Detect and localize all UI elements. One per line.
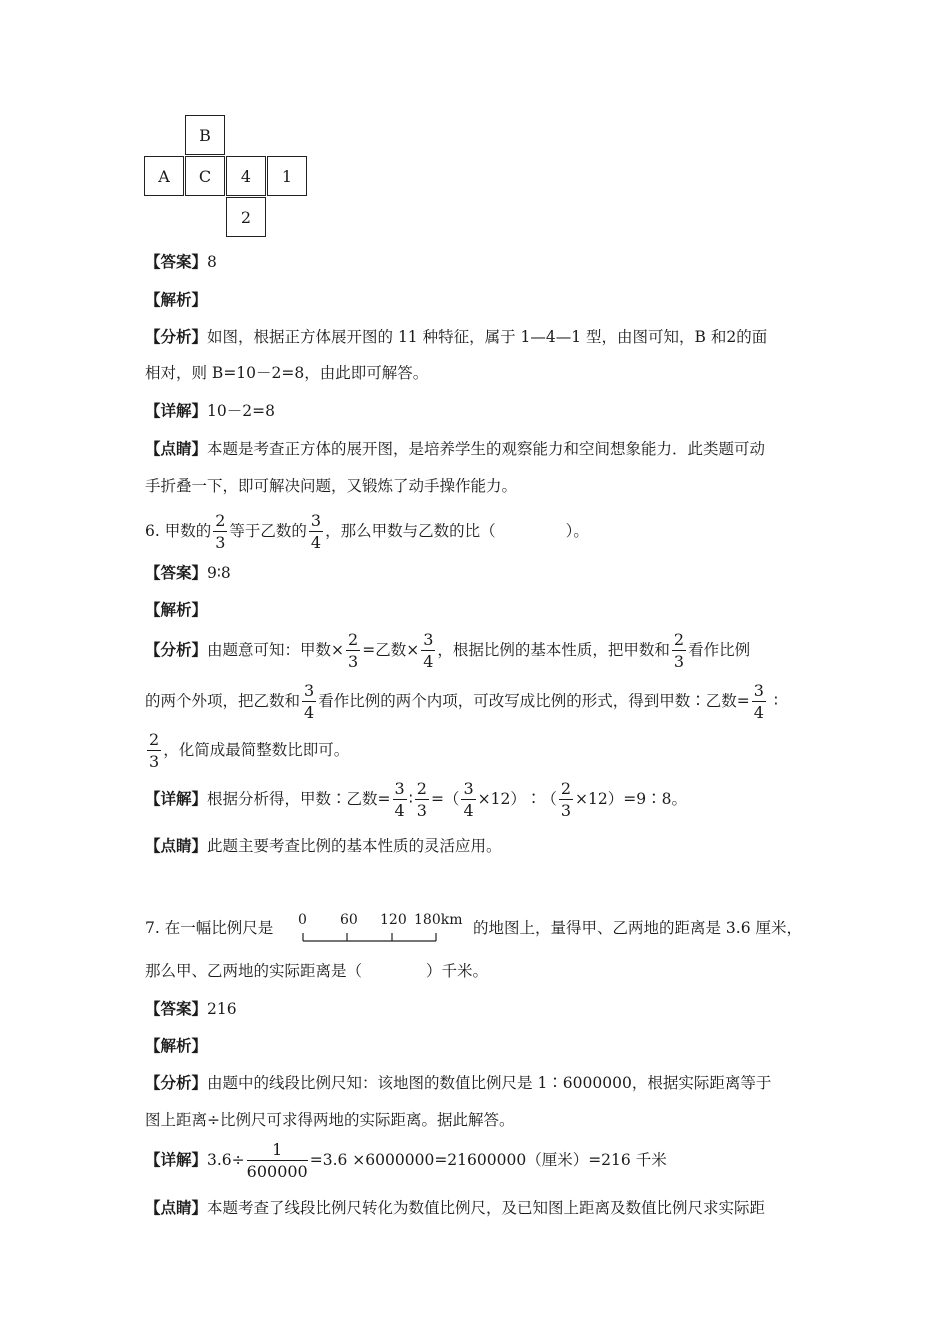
fraction-numerator: 3 xyxy=(423,630,434,649)
fraction-3-4 xyxy=(309,513,323,551)
fraction-denominator: 4 xyxy=(394,801,405,820)
fraction-numerator: 2 xyxy=(416,779,427,798)
dianjing-label: 【点睛】 xyxy=(145,1198,208,1217)
q7-text: ）千米。 xyxy=(426,962,489,980)
fraction-2-3 xyxy=(147,732,161,770)
q7-answer xyxy=(145,997,237,1019)
q7-analysis-label: 【解析】 xyxy=(145,1036,208,1055)
q7-fenxi-line1 xyxy=(145,1071,771,1093)
fraction-3-4 xyxy=(461,781,475,819)
net-cell-c xyxy=(185,156,225,196)
fraction-2-3 xyxy=(213,513,227,551)
fenxi-label: 【分析】 xyxy=(145,1073,208,1092)
fenxi-text: 由题中的线段比例尺知：该地图的数值比例尺是 1∶6000000，根据实际距离等于 xyxy=(207,1074,772,1092)
q6-text-pre: 6. 甲数的 xyxy=(145,522,212,540)
q5-xiangjie xyxy=(145,399,275,421)
net-label-2: 2 xyxy=(240,207,252,227)
xiangjie-text: ×12）∶（ xyxy=(477,790,557,808)
xiangjie-text: ∶ xyxy=(408,790,413,808)
fraction-1-600000 xyxy=(247,1142,308,1180)
q6-fenxi-line3 xyxy=(145,726,349,774)
fenxi-label: 【分析】 xyxy=(145,640,208,659)
fenxi-text: ，根据比例的基本性质，把甲数和 xyxy=(437,641,670,659)
fenxi-text: 看作比例 xyxy=(688,641,751,659)
q6-text-mid: 等于乙数的 xyxy=(229,522,307,540)
fraction-numerator: 3 xyxy=(463,779,474,798)
q6-analysis-label: 【解析】 xyxy=(145,600,208,619)
net-label-4: 4 xyxy=(240,166,252,186)
fraction-numerator: 3 xyxy=(310,511,322,530)
fenxi-text: 看作比例的两个内项，可改写成比例的形式，得到甲数∶乙数= xyxy=(318,692,750,710)
fraction-denominator: 4 xyxy=(423,652,434,671)
dianjing-text: 本题考查了线段比例尺转化为数值比例尺，及已知图上距离及数值比例尺求实际距 xyxy=(207,1199,766,1217)
q5-fenxi-line1 xyxy=(145,325,767,347)
fraction-3-4 xyxy=(752,683,766,721)
q6-dianjing xyxy=(145,834,502,856)
q7-text-pre: 7. 在一幅比例尺是 xyxy=(145,919,274,937)
fraction-numerator: 3 xyxy=(304,681,315,700)
q6-answer xyxy=(145,561,231,583)
fraction-3-4 xyxy=(302,683,316,721)
fenxi-text: 由题意可知：甲数× xyxy=(207,641,345,659)
fenxi-text: ∶ xyxy=(773,692,778,710)
scale-tick-label-0: 0 xyxy=(298,912,307,928)
scale-line xyxy=(296,930,466,944)
q7-question-line1 xyxy=(145,916,273,938)
fraction-denominator: 4 xyxy=(304,703,315,722)
scale-tick-label-120: 120 xyxy=(380,912,407,928)
net-cell-4 xyxy=(226,156,266,196)
fraction-numerator: 2 xyxy=(149,730,160,749)
q5-dianjing-line2: 手折叠一下，即可解决问题，又锻炼了动手操作能力。 xyxy=(145,477,518,495)
q7-question-post: 的地图上，量得甲、乙两地的距离是 3.6 厘米， xyxy=(473,919,803,937)
fenxi-text: 的两个外项，把乙数和 xyxy=(145,692,301,710)
fraction-numerator: 3 xyxy=(394,779,405,798)
net-label-b: B xyxy=(199,125,211,145)
answer-value: 9∶8 xyxy=(207,564,231,582)
q5-analysis-label: 【解析】 xyxy=(145,290,208,309)
q6-text-post: ，那么甲数与乙数的比（ xyxy=(325,522,496,540)
fraction-numerator: 2 xyxy=(348,630,359,649)
xiangjie-label: 【详解】 xyxy=(145,1150,208,1169)
q7-text: 那么甲、乙两地的实际距离是（ xyxy=(145,962,363,980)
scale-tick-label-60: 60 xyxy=(340,912,358,928)
xiangjie-text: 10－2=8 xyxy=(207,402,275,420)
fraction-denominator: 3 xyxy=(348,652,359,671)
q7-question-line2 xyxy=(145,959,488,981)
answer-value: 8 xyxy=(207,253,217,271)
fenxi-text: 如图，根据正方体展开图的 11 种特征，属于 1—4—1 型，由图可知，B 和2的面 xyxy=(207,328,768,346)
fraction-3-4 xyxy=(393,781,407,819)
q7-fenxi-line2: 图上距离÷比例尺可求得两地的实际距离。据此解答。 xyxy=(145,1111,515,1129)
q5-answer xyxy=(145,250,217,272)
xiangjie-text: 3.6÷ xyxy=(207,1151,245,1169)
dianjing-label: 【点睛】 xyxy=(145,836,208,855)
net-cell-b xyxy=(185,115,225,155)
fraction-denominator: 3 xyxy=(416,801,427,820)
xiangjie-text: =3.6 ×6000000=21600000（厘米）=216 千米 xyxy=(309,1151,667,1169)
q6-question xyxy=(145,507,589,555)
q5-fenxi-line2: 相对，则 B=10－2=8，由此即可解答。 xyxy=(145,364,429,382)
answer-label: 【答案】 xyxy=(145,563,208,582)
fraction-denominator: 3 xyxy=(560,801,572,820)
q5-dianjing-line1 xyxy=(145,437,765,459)
scale-bar xyxy=(296,912,466,944)
xiangjie-label: 【详解】 xyxy=(145,401,208,420)
fraction-numerator: 3 xyxy=(753,681,764,700)
answer-label: 【答案】 xyxy=(145,252,208,271)
net-label-c: C xyxy=(198,166,212,186)
fraction-denominator: 4 xyxy=(310,533,322,552)
xiangjie-text: ×12）=9∶8。 xyxy=(575,790,687,808)
fraction-2-3 xyxy=(559,781,573,819)
dianjing-text: 此题主要考查比例的基本性质的灵活应用。 xyxy=(207,837,502,855)
fraction-denominator: 3 xyxy=(673,652,685,671)
fenxi-text: ，化简成最简整数比即可。 xyxy=(163,741,350,759)
net-label-a: A xyxy=(158,166,170,186)
fraction-3-4 xyxy=(421,632,435,670)
net-cell-2 xyxy=(226,197,266,237)
fraction-denominator: 3 xyxy=(149,752,160,771)
fraction-denominator: 3 xyxy=(215,533,226,552)
fraction-numerator: 2 xyxy=(215,511,226,530)
q6-fenxi-line1 xyxy=(145,626,750,674)
fraction-denominator: 4 xyxy=(753,703,764,722)
fraction-2-3 xyxy=(415,781,429,819)
fraction-denominator: 4 xyxy=(463,801,474,820)
answer-label: 【答案】 xyxy=(145,999,208,1018)
q7-xiangjie xyxy=(145,1136,667,1184)
net-cell-1 xyxy=(267,156,307,196)
fenxi-text: =乙数× xyxy=(362,641,420,659)
fraction-numerator: 2 xyxy=(560,779,572,798)
fenxi-label: 【分析】 xyxy=(145,327,208,346)
net-cell-a xyxy=(144,156,184,196)
scale-tick-label-180: 180km xyxy=(414,912,463,928)
fraction-2-3 xyxy=(672,632,686,670)
q6-fenxi-line2 xyxy=(145,677,778,725)
net-label-1: 1 xyxy=(281,166,293,186)
fraction-numerator: 1 xyxy=(247,1142,308,1161)
fraction-denominator: 600000 xyxy=(246,1162,308,1181)
dianjing-text: 本题是考查正方体的展开图，是培养学生的观察能力和空间想象能力．此类题可动 xyxy=(207,440,766,458)
xiangjie-text: =（ xyxy=(430,790,460,808)
q7-dianjing-line1 xyxy=(145,1196,765,1218)
fraction-numerator: 2 xyxy=(673,630,685,649)
dianjing-label: 【点睛】 xyxy=(145,439,208,458)
q6-xiangjie xyxy=(145,775,687,823)
xiangjie-text: 根据分析得，甲数∶乙数= xyxy=(207,790,391,808)
answer-value: 216 xyxy=(207,1000,237,1018)
fraction-2-3 xyxy=(346,632,360,670)
xiangjie-label: 【详解】 xyxy=(145,789,208,808)
q6-text-end: ）。 xyxy=(565,522,589,540)
